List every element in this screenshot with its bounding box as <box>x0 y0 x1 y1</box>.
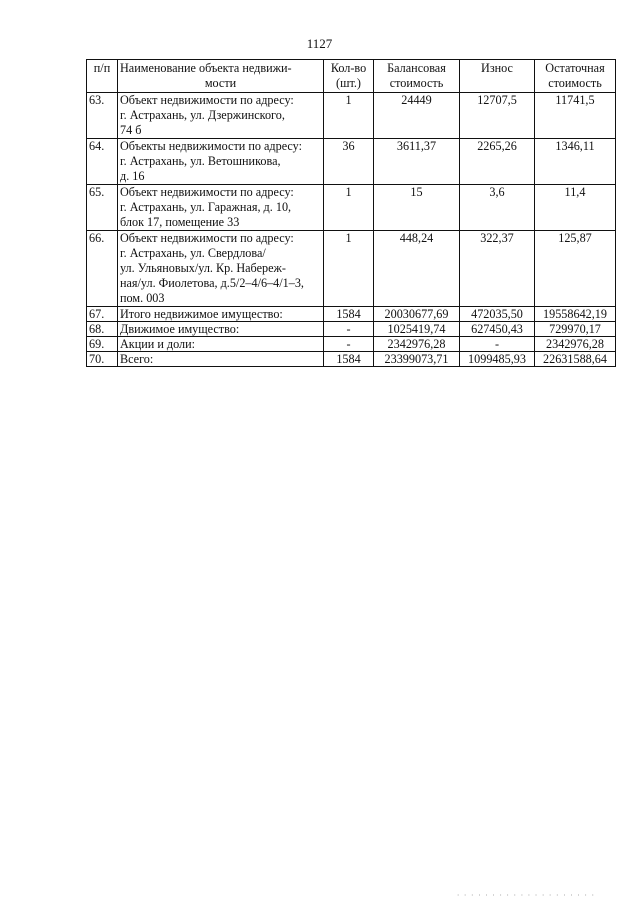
scan-artifact-dots: · · · · · · · · · · · · · · · · · · · · <box>456 891 595 900</box>
header-qty-line: (шт.) <box>336 76 361 90</box>
table-row <box>87 139 616 185</box>
summary-row <box>87 322 616 337</box>
property-table <box>86 59 616 367</box>
header-balance-line: Балансовая <box>387 61 446 75</box>
row-name-line: Объект недвижимости по адресу: <box>120 231 294 245</box>
row-name-line: блок 17, помещение 33 <box>120 215 240 229</box>
row-name-line: г. Астрахань, ул. Дзержинского, <box>120 108 285 122</box>
row-wear: 1099485,93 <box>460 352 535 367</box>
row-qty: 1 <box>324 93 374 139</box>
row-wear: 627450,43 <box>460 322 535 337</box>
row-balance: 24449 <box>374 93 460 139</box>
row-wear: - <box>460 337 535 352</box>
row-number: 66. <box>87 231 118 307</box>
header-wear: Износ <box>460 60 535 93</box>
row-name <box>118 185 324 231</box>
row-name-line: Объекты недвижимости по адресу: <box>120 139 302 153</box>
row-name-line: д. 16 <box>120 169 145 183</box>
row-balance: 23399073,71 <box>374 352 460 367</box>
header-qty <box>324 60 374 93</box>
row-name-line: г. Астрахань, ул. Ветошникова, <box>120 154 281 168</box>
row-residual: 125,87 <box>535 231 616 307</box>
header-num: п/п <box>87 60 118 93</box>
summary-row <box>87 307 616 322</box>
table-row <box>87 93 616 139</box>
row-qty: 1 <box>324 231 374 307</box>
header-residual <box>535 60 616 93</box>
row-qty: - <box>324 322 374 337</box>
row-balance: 15 <box>374 185 460 231</box>
row-name <box>118 93 324 139</box>
row-qty: 1 <box>324 185 374 231</box>
row-name-line: г. Астрахань, ул. Свердлова/ <box>120 246 266 260</box>
row-qty: 36 <box>324 139 374 185</box>
row-residual: 729970,17 <box>535 322 616 337</box>
row-name: Всего: <box>118 352 324 367</box>
row-number: 68. <box>87 322 118 337</box>
row-number: 63. <box>87 93 118 139</box>
row-balance: 448,24 <box>374 231 460 307</box>
row-residual: 2342976,28 <box>535 337 616 352</box>
header-qty-line: Кол-во <box>330 61 367 75</box>
page-number: 1127 <box>306 36 333 51</box>
row-residual: 19558642,19 <box>535 307 616 322</box>
row-qty: 1584 <box>324 307 374 322</box>
summary-row <box>87 352 616 367</box>
row-name-line: ул. Ульяновых/ул. Кр. Набереж- <box>120 261 286 275</box>
row-qty: - <box>324 337 374 352</box>
row-residual: 11,4 <box>535 185 616 231</box>
table-row <box>87 185 616 231</box>
row-name <box>118 139 324 185</box>
row-balance: 1025419,74 <box>374 322 460 337</box>
row-wear: 472035,50 <box>460 307 535 322</box>
row-name: Движимое имущество: <box>118 322 324 337</box>
row-wear: 2265,26 <box>460 139 535 185</box>
row-number: 69. <box>87 337 118 352</box>
row-qty: 1584 <box>324 352 374 367</box>
row-name-line: 74 б <box>120 123 142 137</box>
row-wear: 12707,5 <box>460 93 535 139</box>
row-number: 70. <box>87 352 118 367</box>
row-number: 64. <box>87 139 118 185</box>
row-balance: 3611,37 <box>374 139 460 185</box>
row-balance: 20030677,69 <box>374 307 460 322</box>
header-name-line: мости <box>204 76 237 90</box>
row-name-line: Объект недвижимости по адресу: <box>120 93 294 107</box>
header-name <box>118 60 324 93</box>
row-name <box>118 231 324 307</box>
row-name: Акции и доли: <box>118 337 324 352</box>
header-residual-line: стоимость <box>548 76 602 90</box>
row-number: 67. <box>87 307 118 322</box>
row-number: 65. <box>87 185 118 231</box>
row-name-line: пом. 003 <box>120 291 165 305</box>
row-wear: 322,37 <box>460 231 535 307</box>
header-row <box>87 60 616 93</box>
row-balance: 2342976,28 <box>374 337 460 352</box>
row-wear: 3,6 <box>460 185 535 231</box>
header-balance-line: стоимость <box>389 76 444 90</box>
table-row <box>87 231 616 307</box>
row-residual: 22631588,64 <box>535 352 616 367</box>
row-residual: 1346,11 <box>535 139 616 185</box>
row-name-line: г. Астрахань, ул. Гаражная, д. 10, <box>120 200 292 214</box>
header-residual-line: Остаточная <box>545 61 605 75</box>
row-residual: 11741,5 <box>535 93 616 139</box>
row-name-line: Объект недвижимости по адресу: <box>120 185 294 199</box>
summary-row <box>87 337 616 352</box>
header-name-line: Наименование объекта недвижи- <box>120 61 292 75</box>
row-name-line: ная/ул. Фиолетова, д.5/2–4/6–4/1–3, <box>120 276 304 290</box>
header-balance <box>374 60 460 93</box>
row-name: Итого недвижимое имущество: <box>118 307 324 322</box>
